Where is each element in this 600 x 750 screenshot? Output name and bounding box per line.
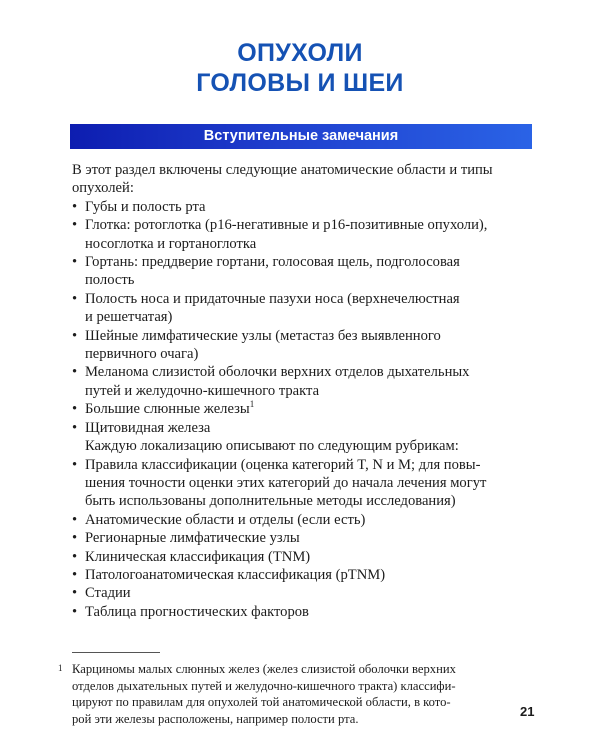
list-item: • Правила классификации (оценка категорий T, N и M; для повы- шения точности оценки этих категорий до начала лечения могут быть использованы дополнительные методы исследования) [72,456,487,510]
footnote [58,661,520,727]
title-line-2: ГОЛОВЫ И ШЕИ [196,69,404,97]
list-item: • Анатомические области и отделы (если есть) [72,511,366,528]
list-item: • Шейные лимфатические узлы (метастаз без выявленного первичного очага) [72,327,441,363]
bullet-icon: • [72,290,78,307]
list-item: • Клиническая классификация (TNM) [72,548,311,565]
footnote-divider [72,652,160,653]
bullet-icon: • [72,585,78,602]
list-item: • Щитовидная железа [72,419,211,436]
bullet-icon: • [72,401,78,418]
list-item: • Полость носа и придаточные пазухи носа (верхнечелюстная и решетчатая) [72,290,460,326]
bullet-icon: • [72,548,78,565]
intro-paragraph [72,161,542,198]
footnote-mark: 1 [58,663,63,673]
footnote-line: отделов дыхательных путей и желудочно-кишечного тракта) классифи- [72,678,456,693]
bullet-icon: • [72,198,78,215]
bullet-icon: • [72,419,78,436]
page-title [0,38,600,98]
list-item: • Губы и полость рта [72,198,206,215]
bullet-icon: • [72,511,78,528]
list-item: • Гортань: преддверие гортани, голосовая щель, подголосовая полость [72,254,460,289]
page-number: 21 [520,704,535,719]
list-item: • Большие слюнные железы$^1$ [72,399,255,418]
list-item: • Глотка: ротоглотка (p16-негативные и p16-позитивные опухоли), носоглотка и гортаноглотка [72,217,488,252]
list-item: • Стадии [72,585,131,602]
bullet-icon: • [72,217,78,234]
footnote-line: Карциномы малых слюнных желез (желез слизистой оболочки верхних [72,662,456,676]
title-line-1: ОПУХОЛИ [237,39,363,67]
bullet-icon: • [72,254,78,271]
section-banner [70,124,532,149]
rubrics-list [72,456,542,622]
bullet-icon: • [72,530,78,547]
footnote-reference: 1 [249,399,255,410]
list-item: • Регионарные лимфатические узлы [72,530,300,547]
bullet-icon: • [72,364,78,381]
bullet-icon: • [72,603,78,620]
list-item: • Таблица прогностических факторов [72,603,309,620]
bullet-icon: • [72,456,78,473]
regions-list [72,198,542,437]
footnote-line: рой эти железы расположены, например полости рта. [72,711,359,726]
rubrics-intro: Каждую локализацию описывают по следующим рубрикам: [85,438,459,455]
footnote-line: цируют по правилам для опухолей той анатомической области, в кото- [72,695,451,710]
bullet-icon: • [72,327,78,344]
list-item: • Меланома слизистой оболочки верхних отделов дыхательных путей и желудочно-кишечного тракта [72,364,470,399]
list-item: • Патологоанатомическая классификация (pTNM) [72,566,386,583]
intro-line-1: В этот раздел включены следующие анатомические области и типы [72,162,493,178]
intro-line-2: опухолей: [72,180,134,197]
bullet-icon: • [72,566,78,583]
body-text [72,161,542,621]
section-heading: Вступительные замечания [203,128,399,144]
